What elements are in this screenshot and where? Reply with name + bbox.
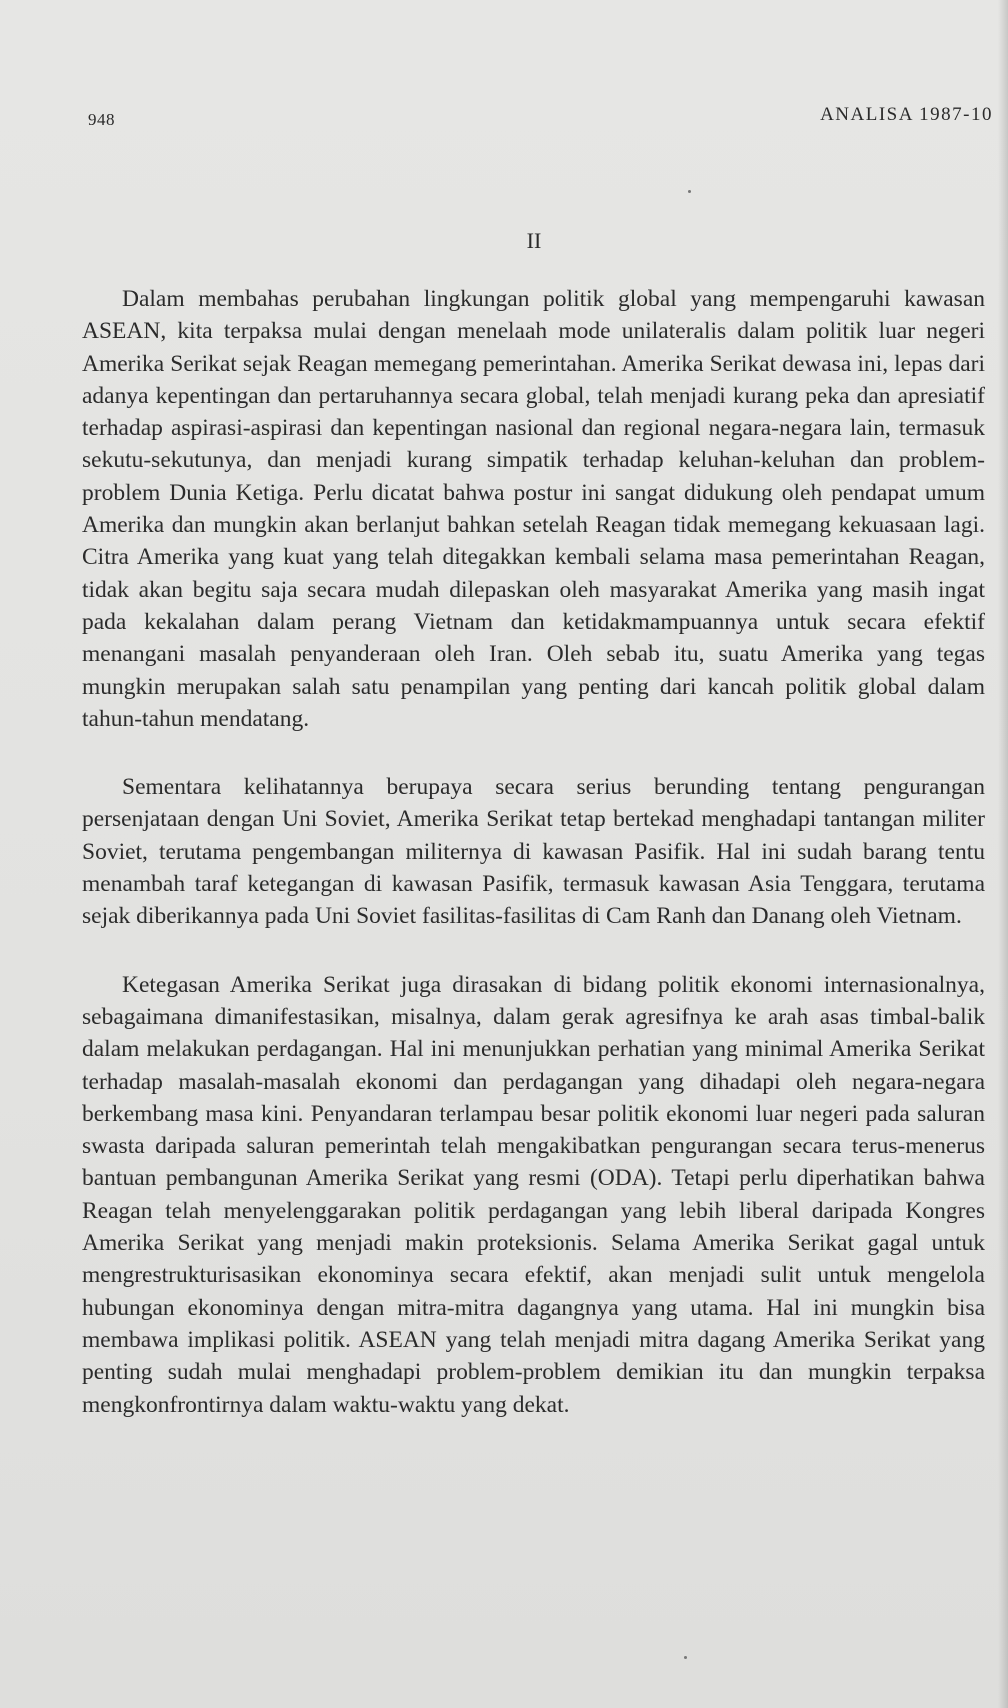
page-header [88,104,993,134]
running-head: ANALISA 1987-10 [820,104,993,125]
body-text [82,283,985,1421]
page-number: 948 [88,110,115,129]
paper-speck [688,190,691,193]
section-heading: II [526,228,542,253]
paragraph-2: Sementara kelihatannya berupaya secara serius berunding tentang pengurangan persenjataan dengan Uni Soviet, Amerika Serikat tetap bertekad menghadapi tantangan militer Soviet, terutama pengembangan militernya di kawasan Pasifik. Hal ini sudah barang tentu menambah taraf ketegangan di kawasan Pasifik, termasuk kawasan Asia Tenggara, terutama sejak diberikannya pada Uni Soviet fasilitas-fasilitas di Cam Ranh dan Danang oleh Vietnam. [82,774,985,930]
paragraph-1: Dalam membahas perubahan lingkungan politik global yang mempengaruhi kawasan ASEAN, kita terpaksa mulai dengan menelaah mode unilateralis dalam politik luar negeri Amerika Serikat sejak Reagan memegang pemerintahan. Amerika Serikat dewasa ini, lepas dari adanya kepentingan dan pertaruhannya secara global, telah menjadi kurang peka dan apresiatif terhadap aspirasi-aspirasi dan kepentingan nasional dan regional negara-negara lain, termasuk sekutu-sekutunya, dan menjadi kurang simpatik terhadap keluhan-keluhan dan problem-problem Dunia Ketiga. Perlu dicatat bahwa postur ini sangat didukung oleh pendapat umum Amerika dan mungkin akan berlanjut bahkan setelah Reagan tidak memegang kekuasaan lagi. Citra Amerika yang kuat yang telah ditegakkan kembali selama masa pemerintahan Reagan, tidak akan begitu saja secara mudah dilepaskan oleh masyarakat Amerika yang masih ingat pada kekalahan dalam perang Vietnam dan ketidakmampuannya untuk secara efektif menangani masalah penyanderaan oleh Iran. Oleh sebab itu, suatu Amerika yang tegas mungkin merupakan salah satu penampilan yang penting dari kancah politik global dalam tahun-tahun mendatang. [82,286,985,732]
paper-speck [684,1656,687,1659]
paragraph-3: Ketegasan Amerika Serikat juga dirasakan di bidang politik ekonomi internasionalnya, sebagaimana dimanifestasikan, misalnya, dalam gerak agresifnya ke arah asas timbal-balik dalam melakukan perdagangan. Hal ini menunjukkan perhatian yang minimal Amerika Serikat terhadap masalah-masalah ekonomi dan perdagangan yang dihadapi oleh negara-negara berkembang masa kini. Penyandaran terlampau besar politik ekonomi luar negeri pada saluran swasta daripada saluran pemerintah telah mengakibatkan pengurangan secara terus-menerus bantuan pembangunan Amerika Serikat yang resmi (ODA). Tetapi perlu diperhatikan bahwa Reagan telah menyelenggarakan politik perdagangan yang lebih liberal daripada Kongres Amerika Serikat yang menjadi makin proteksionis. Selama Amerika Serikat gagal untuk mengrestrukturisasikan ekonominya secara efektif, akan menjadi sulit untuk mengelola hubungan ekonominya dengan mitra-mitra dagangnya yang utama. Hal ini mungkin bisa membawa implikasi politik. ASEAN yang telah menjadi mitra dagang Amerika Serikat yang penting sudah mulai menghadapi problem-problem demikian itu dan mungkin terpaksa mengkonfrontirnya dalam waktu-waktu yang dekat. [82,971,985,1418]
page-edge-shadow [998,0,1008,1708]
